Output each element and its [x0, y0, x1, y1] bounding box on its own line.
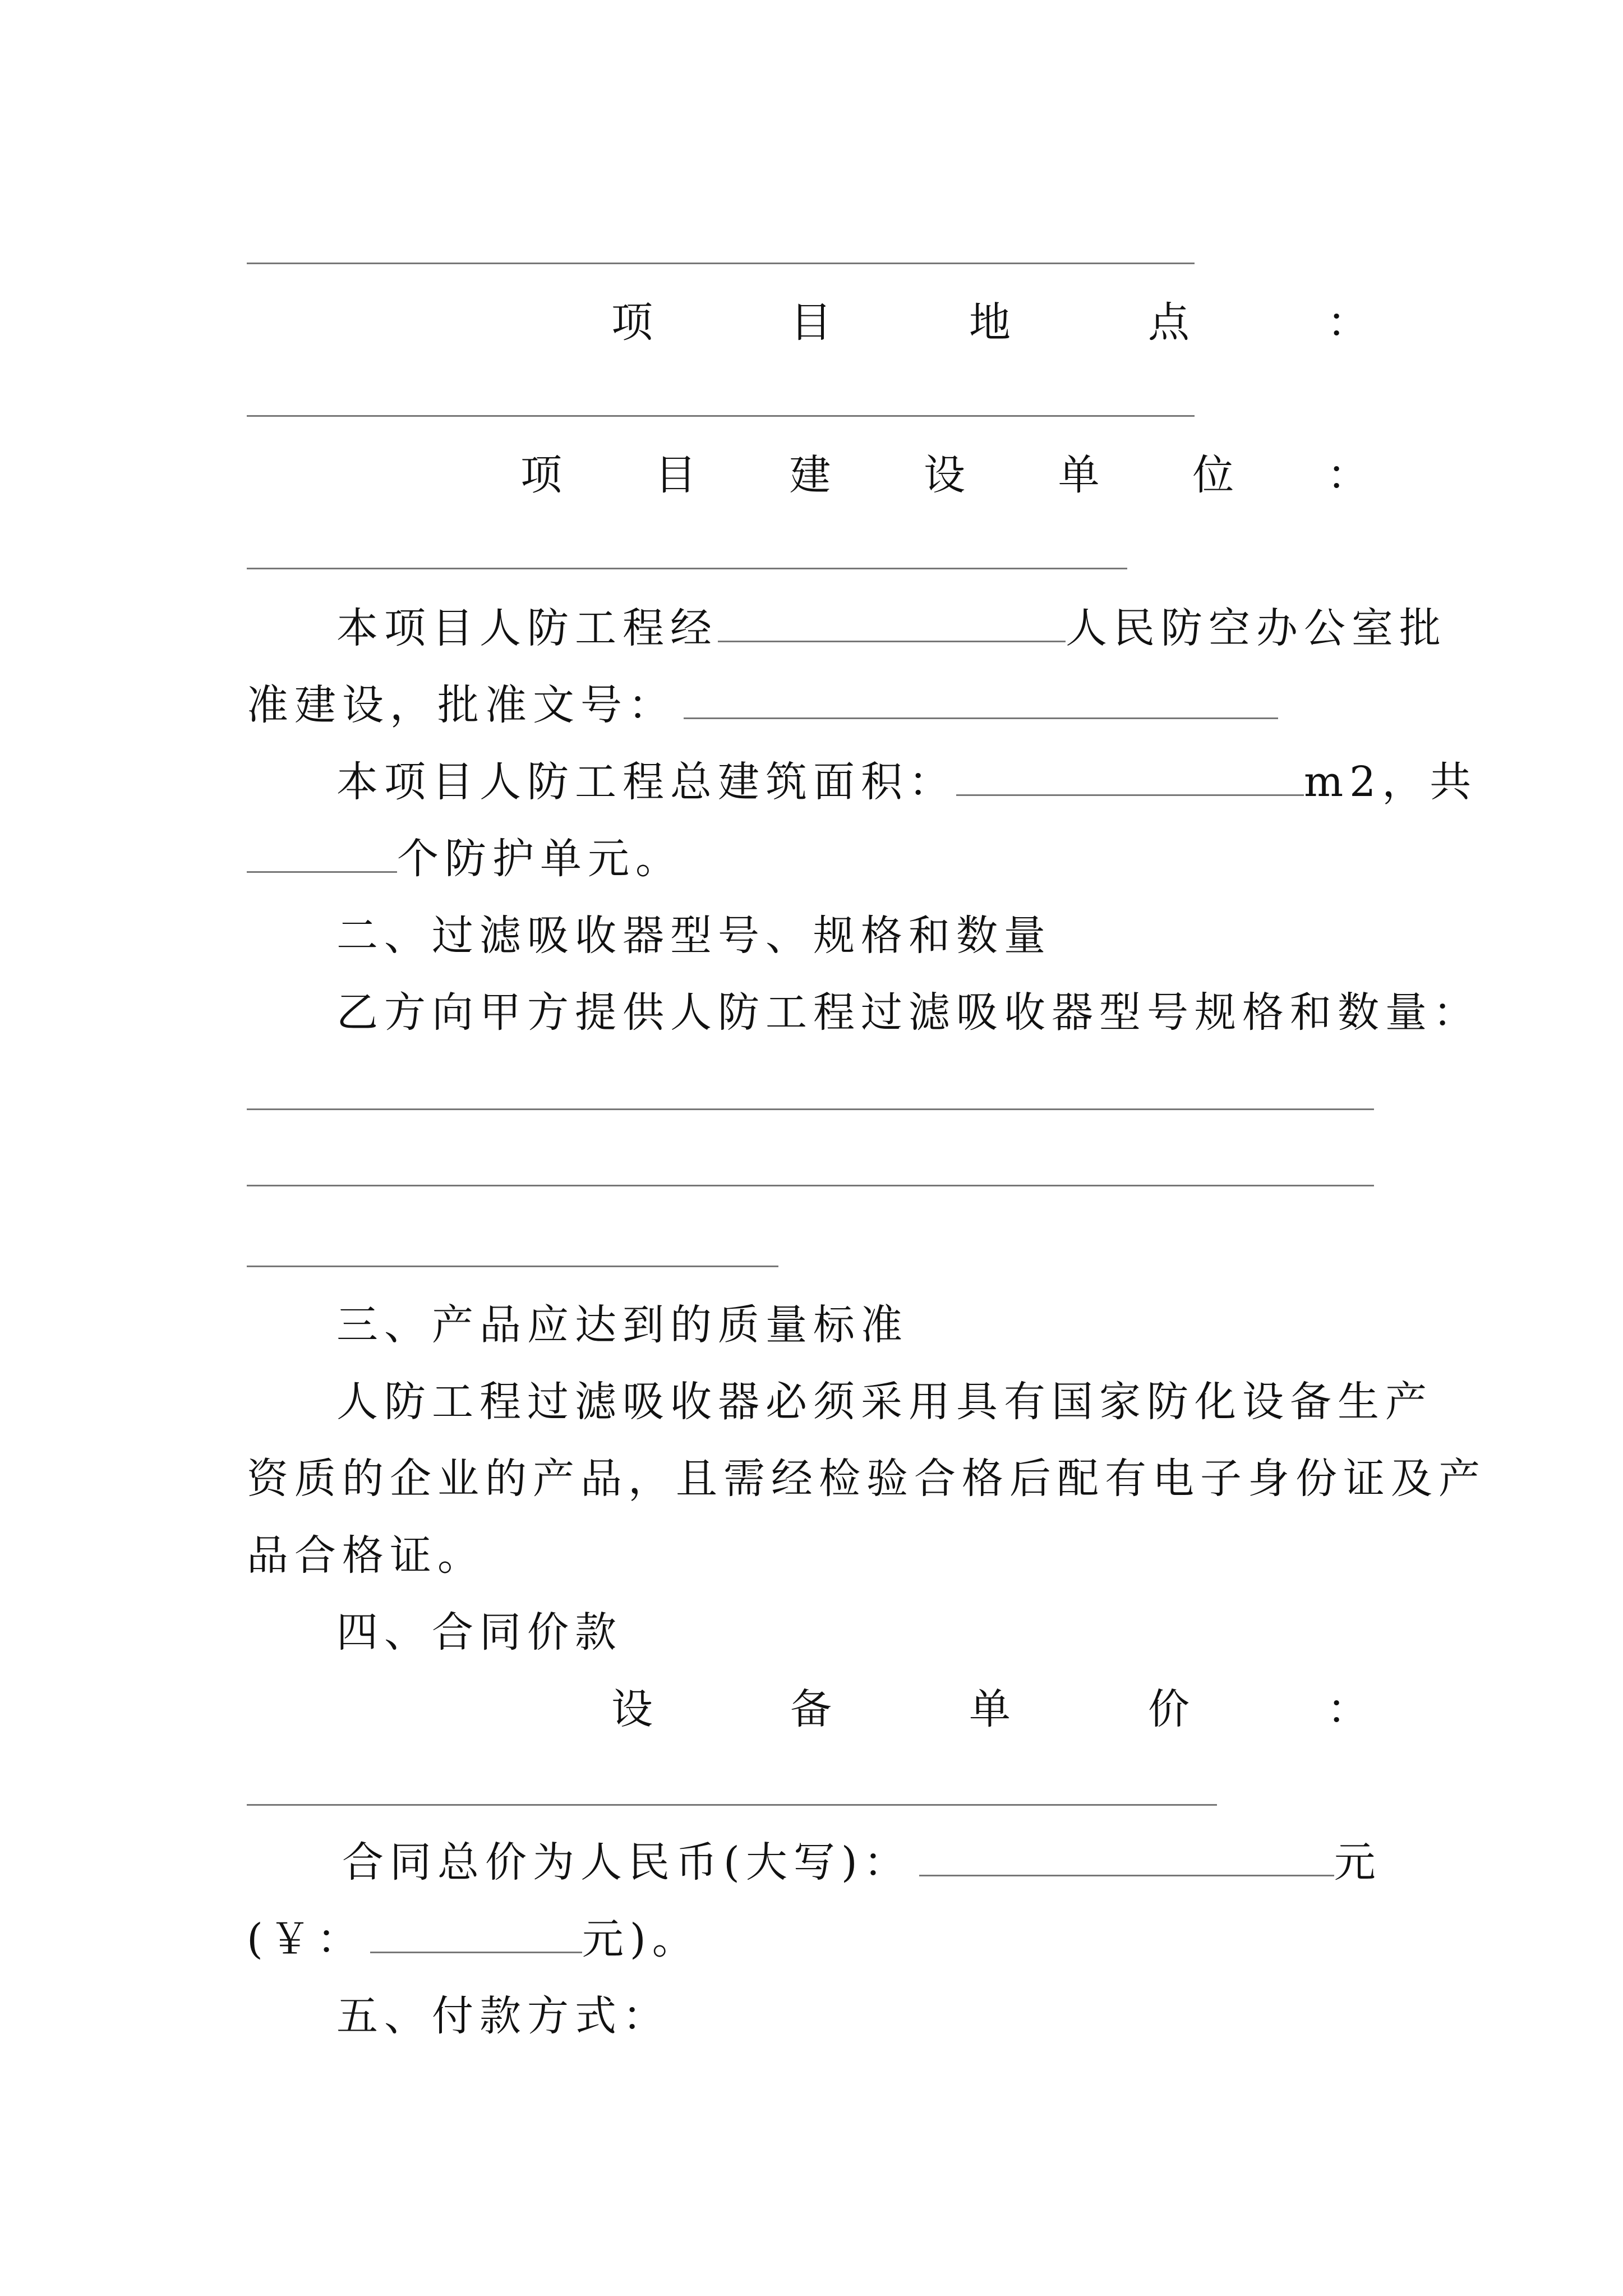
- unit-price-label: [611, 1684, 1368, 1734]
- section3-heading: 三、产品应达到的质量标准: [336, 1301, 909, 1349]
- project-location-label: [611, 297, 1368, 348]
- total-price-label: 合同总价为人民币(大写)：: [342, 1838, 911, 1887]
- section3-line-2: 资质的企业的产品，且需经检验合格后配有电子身份证及产: [247, 1455, 1486, 1503]
- project-unit-blank: [247, 568, 1127, 569]
- area-blank: [956, 757, 1304, 796]
- approval-office-blank: [718, 604, 1066, 642]
- area-suffix: m2，共: [1304, 758, 1478, 806]
- spec-blank-line-3: [247, 1266, 778, 1267]
- unit-price-blank: [247, 1804, 1217, 1806]
- unit-price-char: 单: [969, 1685, 1011, 1733]
- area-line-1: [336, 757, 1477, 807]
- project-location-char: ：: [1327, 298, 1368, 347]
- project-location-char: 点: [1148, 298, 1189, 347]
- unit-price-char: ：: [1327, 1685, 1368, 1733]
- section3-line-1: 人防工程过滤吸收器必须采用具有国家防化设备生产: [336, 1378, 1433, 1426]
- total-price-blank: [919, 1838, 1334, 1876]
- blank-line-top: [247, 263, 1195, 264]
- yen-price-unit: 元)。: [582, 1915, 700, 1963]
- total-price-line: [342, 1837, 1382, 1888]
- section2-body: 乙方向甲方提供人防工程过滤吸收器型号规格和数量：: [336, 988, 1481, 1037]
- project-location-blank: [247, 415, 1195, 417]
- yen-price-blank: [370, 1915, 582, 1953]
- section5-heading: 五、付款方式：: [336, 1992, 670, 2040]
- project-unit-char: 项: [520, 451, 562, 499]
- section4-heading: 四、合同价款: [336, 1608, 623, 1657]
- project-unit-char: 建: [789, 451, 831, 499]
- approval-prefix: 本项目人防工程经: [336, 604, 718, 652]
- project-unit-char: 设: [923, 451, 965, 499]
- project-unit-char: 单: [1058, 451, 1100, 499]
- approval-line-1: [336, 603, 1447, 654]
- project-unit-char: 目: [654, 451, 697, 499]
- unit-count-suffix: 个防护单元。: [397, 835, 683, 883]
- spec-blank-line-2: [247, 1185, 1374, 1186]
- approval-number-blank: [684, 680, 1278, 719]
- project-unit-char: ：: [1326, 451, 1368, 499]
- approval-suffix: 人民防空办公室批: [1066, 604, 1447, 652]
- unit-price-char: 设: [611, 1685, 653, 1733]
- approval-number-label: 准建设，批准文号：: [247, 681, 676, 729]
- yen-price-line: [247, 1914, 700, 1964]
- project-unit-char: 位: [1192, 451, 1234, 499]
- section3-line-3: 品合格证。: [247, 1531, 485, 1580]
- area-prefix: 本项目人防工程总建筑面积：: [336, 758, 956, 806]
- yen-price-label: (￥：: [247, 1915, 365, 1963]
- total-price-unit: 元: [1334, 1838, 1382, 1887]
- project-location-char: 项: [611, 298, 653, 347]
- approval-line-2: [247, 680, 1278, 730]
- area-line-2: [247, 834, 683, 884]
- project-unit-label: [520, 450, 1368, 500]
- project-location-char: 地: [969, 298, 1011, 347]
- spec-blank-line-1: [247, 1108, 1374, 1110]
- unit-count-blank: [247, 834, 397, 873]
- unit-price-char: 价: [1148, 1685, 1189, 1733]
- project-location-char: 目: [790, 298, 832, 347]
- section2-heading: 二、过滤吸收器型号、规格和数量: [336, 912, 1052, 960]
- unit-price-char: 备: [790, 1685, 832, 1733]
